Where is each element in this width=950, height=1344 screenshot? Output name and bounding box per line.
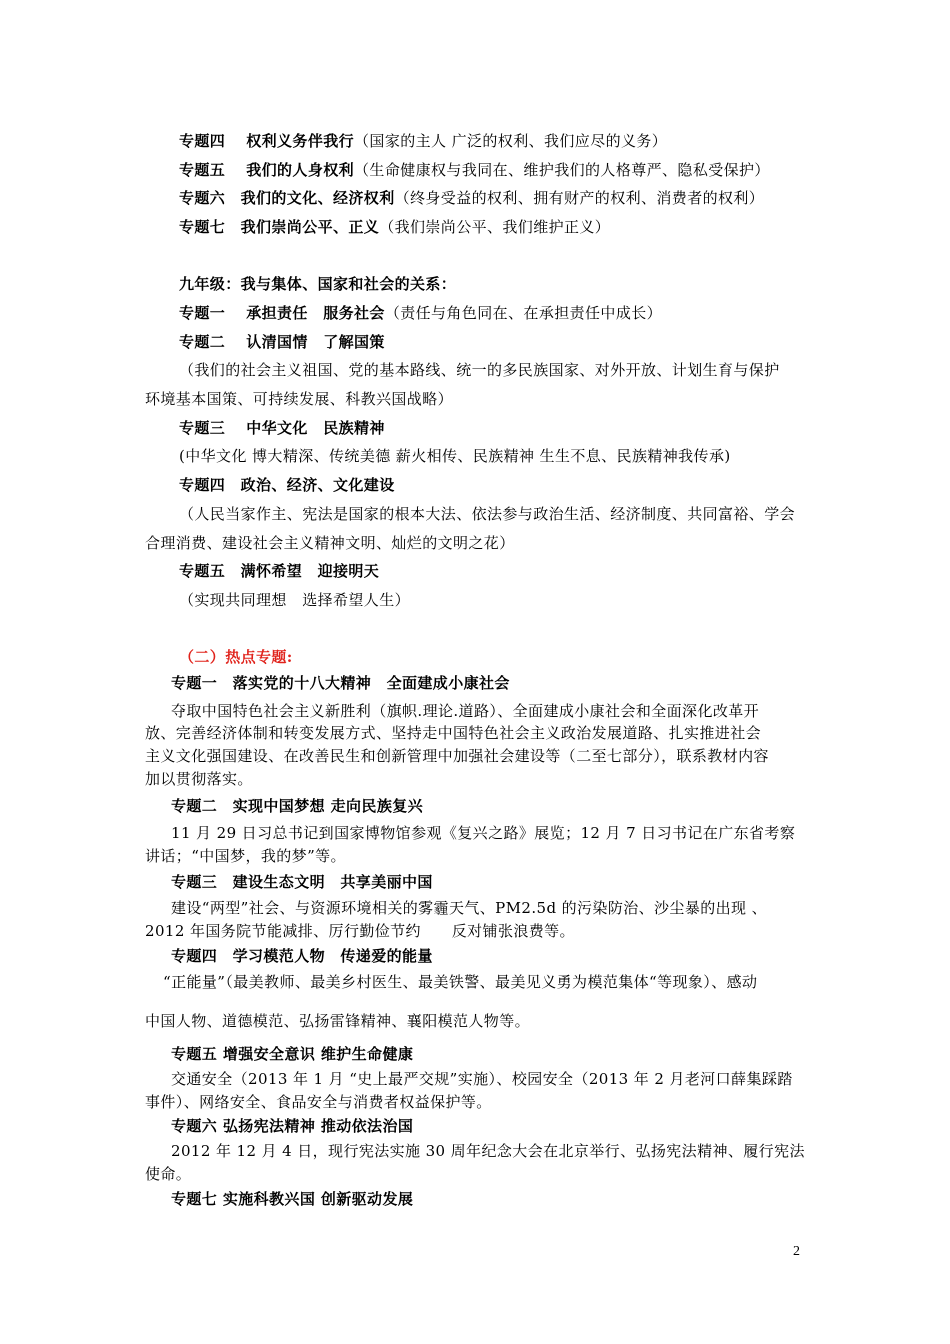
topic-heading: 专题四 权利义务伴我行	[179, 132, 355, 150]
grade8-topic-4	[179, 131, 667, 151]
hot-topic-1-text: 放、完善经济体制和转变发展方式、坚持走中国特色社会主义政治发展道路、扎实推进社会	[145, 724, 762, 742]
grade9-topic-1	[179, 303, 662, 323]
topic-description: （生命健康权与我同在、维护我们的人格尊严、隐私受保护）	[354, 161, 770, 179]
hot-topic-1-text: 加以贯彻落实。	[145, 770, 253, 788]
grade9-topic-4-text: （人民当家作主、宪法是国家的根本大法、依法参与政治生活、经济制度、共同富裕、学会	[179, 505, 796, 523]
page-number: 2	[793, 1244, 800, 1259]
hot-topic-3-heading: 专题三 建设生态文明 共享美丽中国	[171, 873, 433, 891]
grade9-topic-2-text: （我们的社会主义祖国、党的基本路线、统一的多民族国家、对外开放、计划生育与保护	[179, 361, 780, 379]
hot-topic-6-heading: 专题六 弘扬宪法精神 推动依法治国	[171, 1117, 414, 1135]
hot-topic-5-heading: 专题五 增强安全意识 维护生命健康	[171, 1045, 414, 1063]
grade8-topic-5	[179, 160, 770, 180]
topic-description: （国家的主人 广泛的权利、我们应尽的义务）	[354, 132, 668, 150]
topic-description: （我们崇尚公平、我们维护正义）	[379, 218, 611, 236]
hot-topic-4-text: 中国人物、道德模范、弘扬雷锋精神、襄阳模范人物等。	[145, 1012, 531, 1030]
grade9-topic-5-text: （实现共同理想 选择希望人生）	[179, 591, 411, 609]
topic-description: （终身受益的权利、拥有财产的权利、消费者的权利）	[394, 189, 765, 207]
topic-heading: 专题一 承担责任 服务社会	[179, 304, 385, 322]
grade9-topic-4-text: 合理消费、建设社会主义精神文明、灿烂的文明之花）	[145, 534, 515, 552]
hot-topic-6-text: 使命。	[145, 1165, 192, 1183]
hot-topic-3-text: 建设“两型”社会、与资源环境相关的雾霾天气、PM2.5d 的污染防治、沙尘暴的出现 、	[171, 899, 767, 917]
grade9-title: 九年级：我与集体、国家和社会的关系：	[179, 275, 457, 293]
topic-heading: 专题七 我们崇尚公平、正义	[179, 218, 380, 236]
hot-topic-5-text: 事件）、网络安全、食品安全与消费者权益保护等。	[145, 1093, 492, 1111]
grade9-topic-2-text: 环境基本国策、可持续发展、科教兴国战略）	[145, 390, 454, 408]
hot-topic-1-text: 夺取中国特色社会主义新胜利（旗帜.理论.道路）、全面建成小康社会和全面深化改革开	[171, 702, 760, 720]
hot-topic-4-heading: 专题四 学习模范人物 传递爱的能量	[171, 947, 433, 965]
topic-heading: 专题五 我们的人身权利	[179, 161, 355, 179]
hot-topic-1-text: 主义文化强国建设、在改善民生和创新管理中加强社会建设等（二至七部分），联系教材内容	[145, 747, 769, 765]
hot-topics-title: （二）热点专题:	[179, 648, 293, 666]
grade9-topic-5-heading: 专题五 满怀希望 迎接明天	[179, 562, 380, 580]
hot-topic-1-heading: 专题一 落实党的十八大精神 全面建成小康社会	[171, 674, 510, 692]
grade9-topic-2-heading: 专题二 认清国情 了解国策	[179, 333, 385, 351]
hot-topic-5-text: 交通安全（2013 年 1 月 “史上最严交规”实施）、校园安全（2013 年 2 月老河口薛集踩踏	[171, 1070, 793, 1088]
grade9-topic-3-text: (中华文化 博大精深、传统美德 薪火相传、民族精神 生生不息、民族精神我传承)	[179, 447, 731, 465]
hot-topic-6-text: 2012 年 12 月 4 日，现行宪法实施 30 周年纪念大会在北京举行、弘扬宪法精神、履行宪法	[171, 1142, 805, 1160]
grade8-topic-6	[179, 188, 764, 208]
grade8-topic-7	[179, 217, 610, 237]
hot-topic-7-heading: 专题七 实施科教兴国 创新驱动发展	[171, 1190, 414, 1208]
topic-heading: 专题六 我们的文化、经济权利	[179, 189, 395, 207]
hot-topic-2-text: 讲话；“中国梦，我的梦”等。	[145, 847, 346, 865]
grade9-topic-4-heading: 专题四 政治、经济、文化建设	[179, 476, 395, 494]
hot-topic-4-text: “正能量”（最美教师、最美乡村医生、最美铁警、最美见义勇为模范集体“等现象）、感动	[163, 973, 758, 991]
hot-topic-2-text: 11 月 29 日习总书记到国家博物馆参观《复兴之路》展览；12 月 7 日习书记在广东省考察	[171, 824, 796, 842]
hot-topic-3-text: 2012 年国务院节能减排、厉行勤俭节约 反对铺张浪费等。	[145, 922, 575, 940]
hot-topic-2-heading: 专题二 实现中国梦想 走向民族复兴	[171, 797, 424, 815]
topic-description: （责任与角色同在、在承担责任中成长）	[384, 304, 663, 322]
grade9-topic-3-heading: 专题三 中华文化 民族精神	[179, 419, 385, 437]
